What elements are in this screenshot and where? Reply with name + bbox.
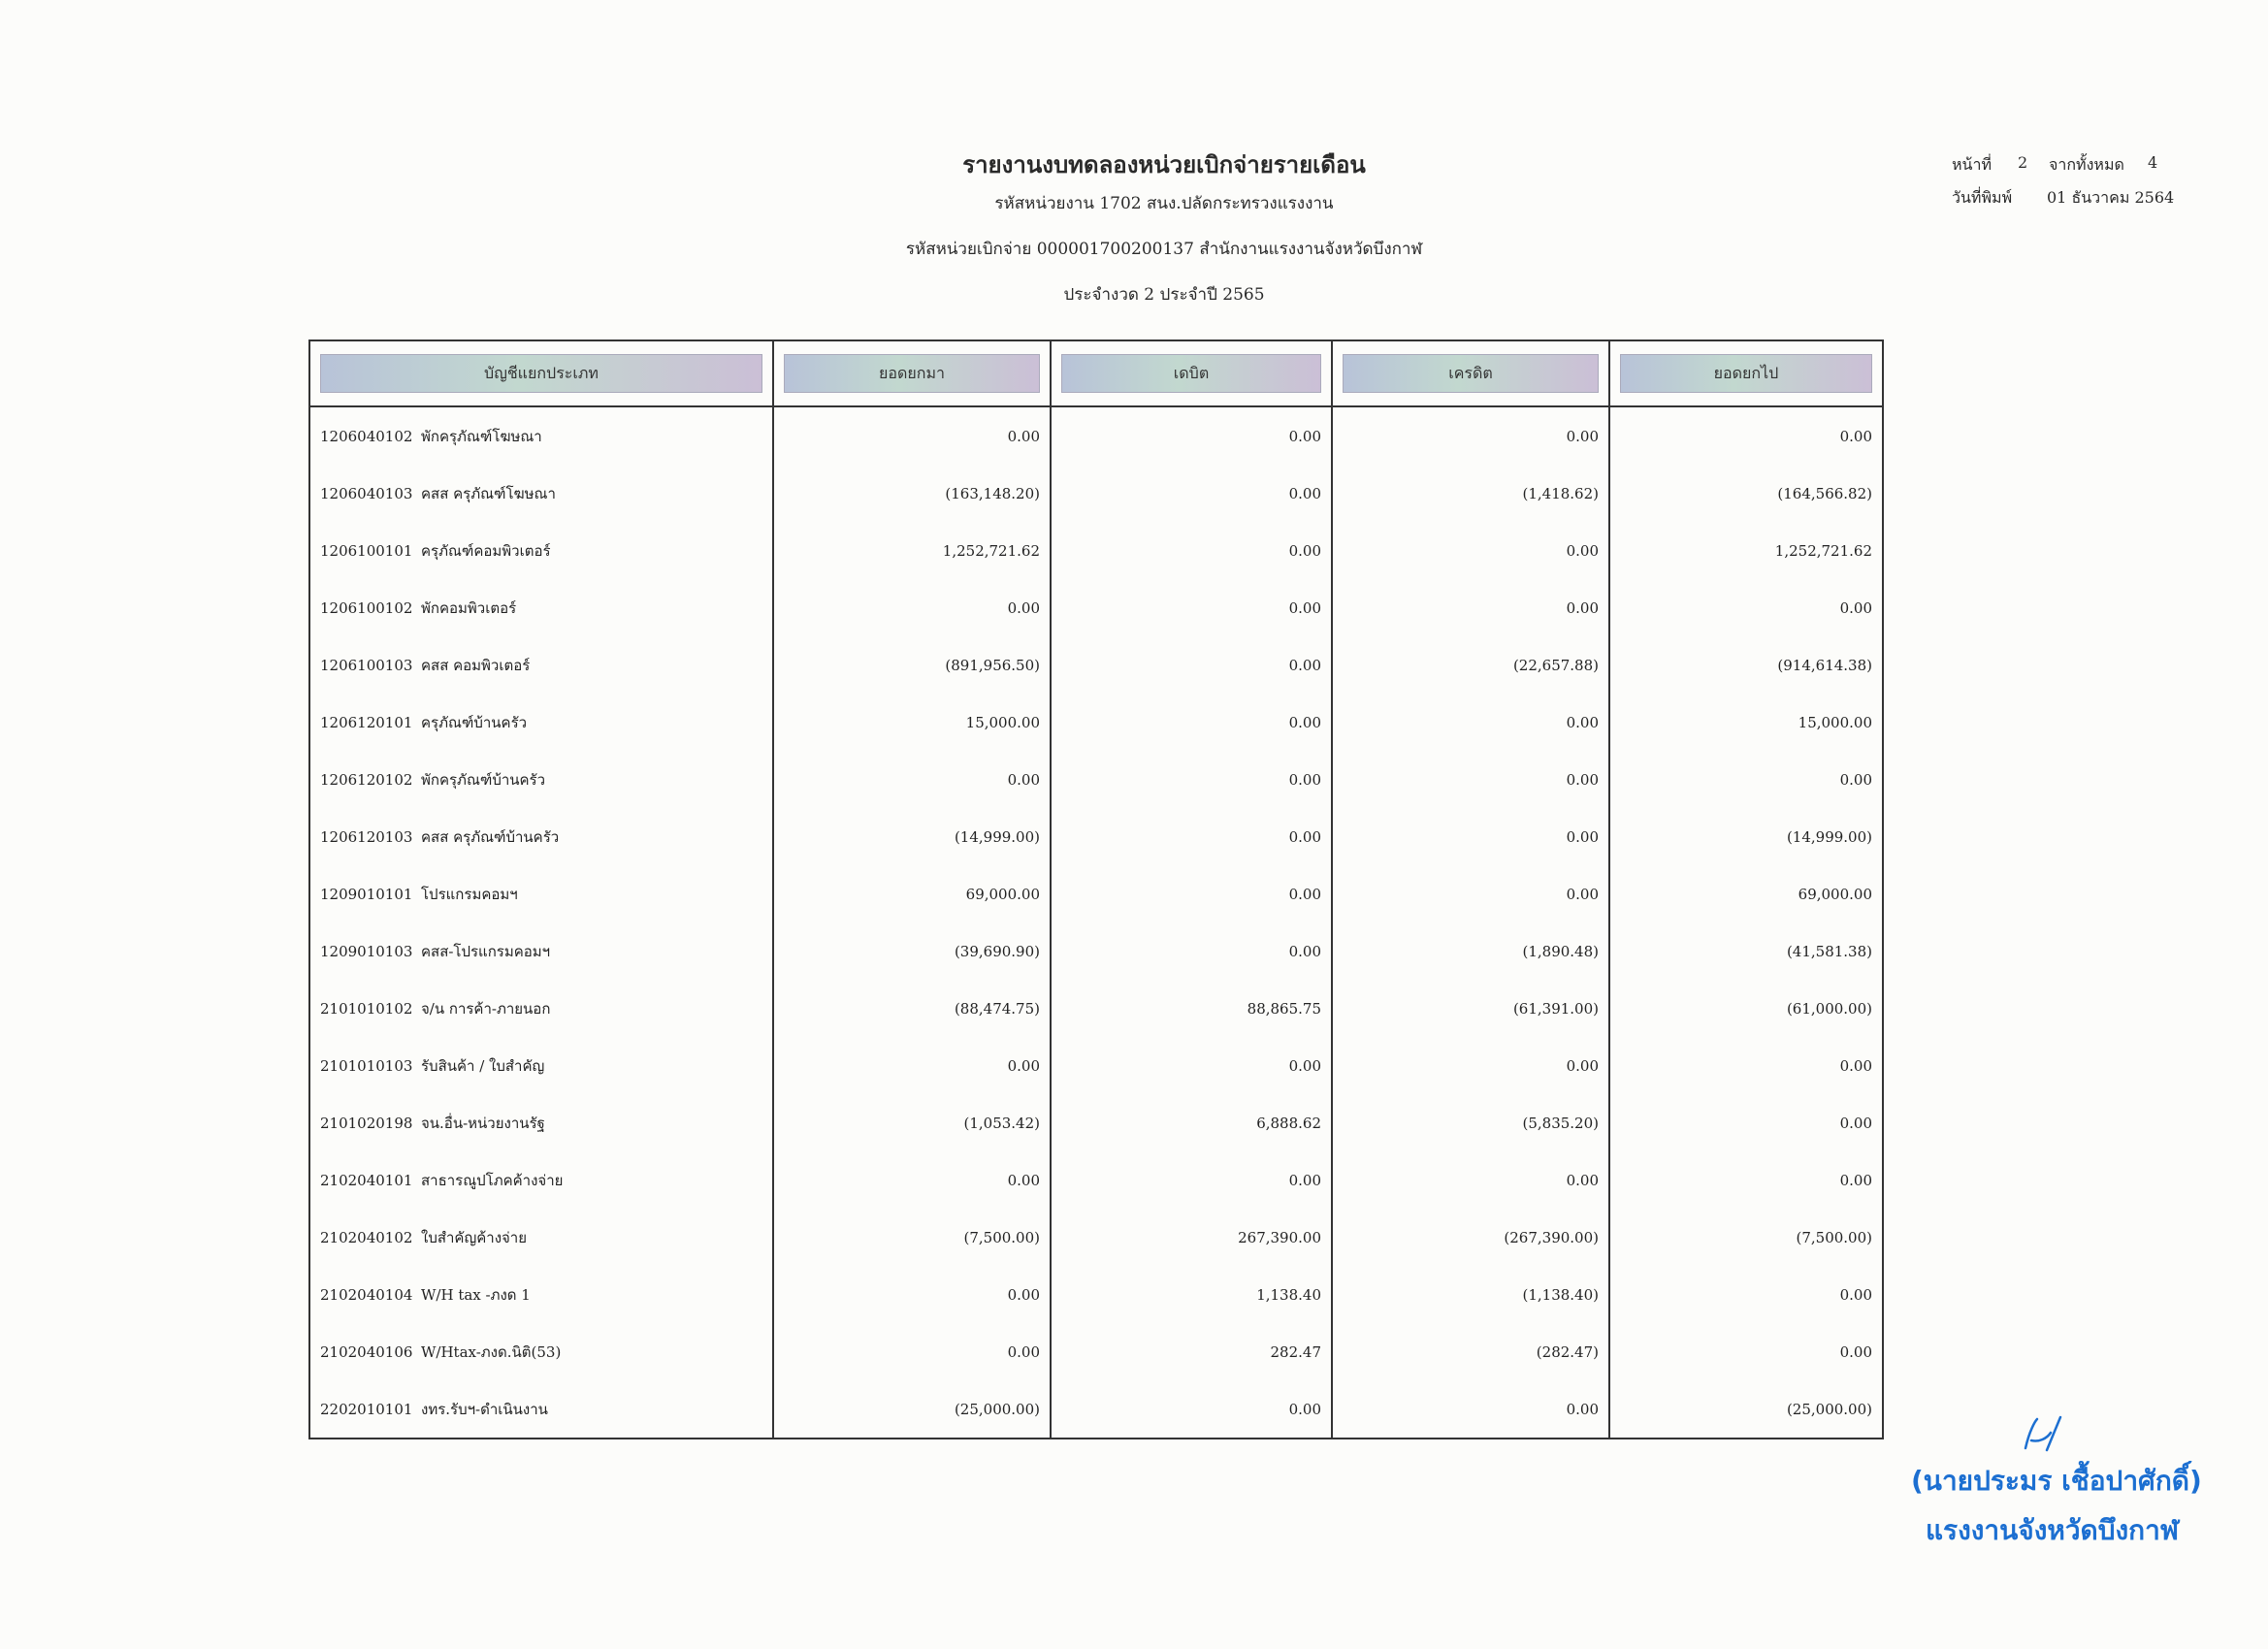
table-row [309,522,1883,579]
account-name: งทร.รับฯ-ดำเนินงาน [421,1400,548,1418]
brought-forward-cell: 15,000.00 [773,694,1051,751]
table-row [309,1266,1883,1323]
credit-cell: (1,890.48) [1332,922,1609,980]
account-code: 1209010101 [320,885,413,903]
debit-cell: 0.00 [1051,522,1332,579]
carried-forward-cell: 0.00 [1609,579,1883,636]
brought-forward-cell: 0.00 [773,1266,1051,1323]
page-label: หน้าที่ [1952,155,1993,174]
unit-line: รหัสหน่วยเบิกจ่าย 000001700200137 สำนักงานแรงงานจังหวัดบึงกาฬ [905,240,1423,259]
table-row [309,865,1883,922]
account-cell [309,1323,773,1380]
credit-cell: 0.00 [1332,865,1609,922]
account-name: ใบสำคัญค้างจ่าย [421,1228,528,1246]
brought-forward-cell: (1,053.42) [773,1094,1051,1151]
print-date-label: วันที่พิมพ์ [1952,188,2013,207]
credit-cell: 0.00 [1332,579,1609,636]
report-title: รายงานงบทดลองหน่วยเบิกจ่ายรายเดือน [962,150,1366,178]
table-row [309,1094,1883,1151]
col-header-carried-forward [1609,340,1883,406]
print-date: 01 ธันวาคม 2564 [2047,188,2175,207]
table-row [309,922,1883,980]
table-row [309,406,1883,465]
total-pages: 4 [2148,153,2158,172]
brought-forward-cell: (88,474.75) [773,980,1051,1037]
account-code: 1206040103 [320,484,413,502]
carried-forward-cell: 0.00 [1609,1037,1883,1094]
account-code: 1206100101 [320,541,413,560]
debit-cell: 282.47 [1051,1323,1332,1380]
account-name: คสส คอมพิวเตอร์ [421,656,531,674]
account-cell [309,406,773,465]
carried-forward-cell: (914,614.38) [1609,636,1883,694]
account-cell [309,465,773,522]
carried-forward-cell: 0.00 [1609,406,1883,465]
credit-cell: (1,138.40) [1332,1266,1609,1323]
account-code: 1206120101 [320,713,413,731]
credit-cell: 0.00 [1332,1037,1609,1094]
account-name: คสส ครุภัณฑ์บ้านครัว [421,827,560,846]
table-row [309,808,1883,865]
brought-forward-cell: 0.00 [773,1323,1051,1380]
col-header-account-label: บัญชีแยกประเภท [320,354,762,393]
account-cell [309,1380,773,1439]
agency-line: รหัสหน่วยงาน 1702 สนง.ปลัดกระทรวงแรงงาน [994,194,1334,213]
brought-forward-cell: (14,999.00) [773,808,1051,865]
brought-forward-cell: 0.00 [773,1037,1051,1094]
page-number: 2 [2018,153,2028,172]
brought-forward-cell: (163,148.20) [773,465,1051,522]
account-cell [309,636,773,694]
credit-cell: (267,390.00) [1332,1209,1609,1266]
brought-forward-cell: 0.00 [773,579,1051,636]
table-row [309,980,1883,1037]
credit-cell: 0.00 [1332,522,1609,579]
brought-forward-cell: (25,000.00) [773,1380,1051,1439]
account-code: 2202010101 [320,1400,413,1418]
account-cell [309,980,773,1037]
account-code: 2101020198 [320,1114,413,1132]
account-cell [309,1266,773,1323]
debit-cell: 1,138.40 [1051,1266,1332,1323]
brought-forward-cell: 0.00 [773,1151,1051,1209]
credit-cell: 0.00 [1332,808,1609,865]
brought-forward-cell: 0.00 [773,406,1051,465]
table-row [309,694,1883,751]
account-code: 1206120102 [320,770,413,789]
account-code: 1209010103 [320,942,413,960]
carried-forward-cell: (41,581.38) [1609,922,1883,980]
account-name: จ/น การค้า-ภายนอก [421,999,551,1018]
account-code: 1206040102 [320,427,413,445]
account-code: 2102040101 [320,1171,413,1189]
credit-cell: (282.47) [1332,1323,1609,1380]
credit-cell: (61,391.00) [1332,980,1609,1037]
debit-cell: 0.00 [1051,808,1332,865]
account-cell [309,922,773,980]
account-name: W/H tax -ภงด 1 [421,1285,531,1304]
account-code: 1206100103 [320,656,413,674]
credit-cell: 0.00 [1332,694,1609,751]
debit-cell: 267,390.00 [1051,1209,1332,1266]
carried-forward-cell: (7,500.00) [1609,1209,1883,1266]
account-code: 2102040106 [320,1342,413,1361]
account-name: สาธารณูปโภคค้างจ่าย [421,1171,564,1189]
trial-balance-table [308,340,1884,1439]
account-cell [309,1094,773,1151]
col-header-debit-label: เดบิต [1061,354,1321,393]
account-cell [309,751,773,808]
account-name: พักคอมพิวเตอร์ [421,598,517,617]
debit-cell: 0.00 [1051,922,1332,980]
account-code: 2101010102 [320,999,413,1018]
table-row [309,1380,1883,1439]
table-row [309,1209,1883,1266]
signer-name: (นายประมร เชื้อปาศักดิ์) [1911,1465,2202,1497]
carried-forward-cell: (14,999.00) [1609,808,1883,865]
table-row [309,751,1883,808]
account-cell [309,1037,773,1094]
credit-cell: (22,657.88) [1332,636,1609,694]
table-row [309,579,1883,636]
brought-forward-cell: 1,252,721.62 [773,522,1051,579]
col-header-credit-label: เครดิต [1343,354,1599,393]
account-name: จน.อื่น-หน่วยงานรัฐ [421,1114,545,1132]
table-row [309,465,1883,522]
account-code: 1206100102 [320,598,413,617]
handwritten-signature-icon [2018,1411,2076,1460]
account-cell [309,1151,773,1209]
signer-office: แรงงานจังหวัดบึงกาฬ [1926,1514,2179,1546]
table-row [309,1151,1883,1209]
carried-forward-cell: 0.00 [1609,1151,1883,1209]
debit-cell: 88,865.75 [1051,980,1332,1037]
credit-cell: 0.00 [1332,751,1609,808]
debit-cell: 0.00 [1051,636,1332,694]
account-cell [309,808,773,865]
brought-forward-cell: (891,956.50) [773,636,1051,694]
account-cell [309,522,773,579]
debit-cell: 0.00 [1051,751,1332,808]
debit-cell: 6,888.62 [1051,1094,1332,1151]
brought-forward-cell: 0.00 [773,751,1051,808]
account-cell [309,694,773,751]
col-header-debit [1051,340,1332,406]
table-row [309,636,1883,694]
carried-forward-cell: 0.00 [1609,1094,1883,1151]
account-code: 2102040102 [320,1228,413,1246]
table-row [309,1037,1883,1094]
account-name: คสส ครุภัณฑ์โฆษณา [421,484,556,502]
col-header-credit [1332,340,1609,406]
debit-cell: 0.00 [1051,406,1332,465]
credit-cell: (5,835.20) [1332,1094,1609,1151]
debit-cell: 0.00 [1051,579,1332,636]
col-header-brought-forward-label: ยอดยกมา [784,354,1040,393]
total-pages-label: จากทั้งหมด [2049,155,2124,174]
col-header-carried-forward-label: ยอดยกไป [1620,354,1872,393]
account-name: คสส-โปรแกรมคอมฯ [421,942,551,960]
credit-cell: 0.00 [1332,1380,1609,1439]
col-header-account [309,340,773,406]
account-name: ครุภัณฑ์บ้านครัว [421,713,528,731]
brought-forward-cell: (39,690.90) [773,922,1051,980]
debit-cell: 0.00 [1051,465,1332,522]
carried-forward-cell: 15,000.00 [1609,694,1883,751]
credit-cell: 0.00 [1332,1151,1609,1209]
account-name: โปรแกรมคอมฯ [421,885,518,903]
account-name: พักครุภัณฑ์โฆษณา [421,427,542,445]
carried-forward-cell: 69,000.00 [1609,865,1883,922]
carried-forward-cell: (164,566.82) [1609,465,1883,522]
carried-forward-cell: 0.00 [1609,751,1883,808]
col-header-brought-forward [773,340,1051,406]
account-code: 2102040104 [320,1285,413,1304]
credit-cell: 0.00 [1332,406,1609,465]
account-name: รับสินค้า / ใบสำคัญ [421,1056,545,1075]
account-name: W/Htax-ภงด.นิติ(53) [421,1342,562,1361]
carried-forward-cell: (25,000.00) [1609,1380,1883,1439]
debit-cell: 0.00 [1051,1037,1332,1094]
account-name: ครุภัณฑ์คอมพิวเตอร์ [421,541,551,560]
carried-forward-cell: 1,252,721.62 [1609,522,1883,579]
carried-forward-cell: (61,000.00) [1609,980,1883,1037]
table-header-row [309,340,1883,406]
carried-forward-cell: 0.00 [1609,1323,1883,1380]
debit-cell: 0.00 [1051,694,1332,751]
account-cell [309,579,773,636]
account-cell [309,865,773,922]
brought-forward-cell: 69,000.00 [773,865,1051,922]
debit-cell: 0.00 [1051,1380,1332,1439]
brought-forward-cell: (7,500.00) [773,1209,1051,1266]
debit-cell: 0.00 [1051,865,1332,922]
carried-forward-cell: 0.00 [1609,1266,1883,1323]
account-code: 2101010103 [320,1056,413,1075]
debit-cell: 0.00 [1051,1151,1332,1209]
period-line: ประจำงวด 2 ประจำปี 2565 [1063,285,1265,305]
account-cell [309,1209,773,1266]
account-code: 1206120103 [320,827,413,846]
account-name: พักครุภัณฑ์บ้านครัว [421,770,546,789]
table-row [309,1323,1883,1380]
credit-cell: (1,418.62) [1332,465,1609,522]
